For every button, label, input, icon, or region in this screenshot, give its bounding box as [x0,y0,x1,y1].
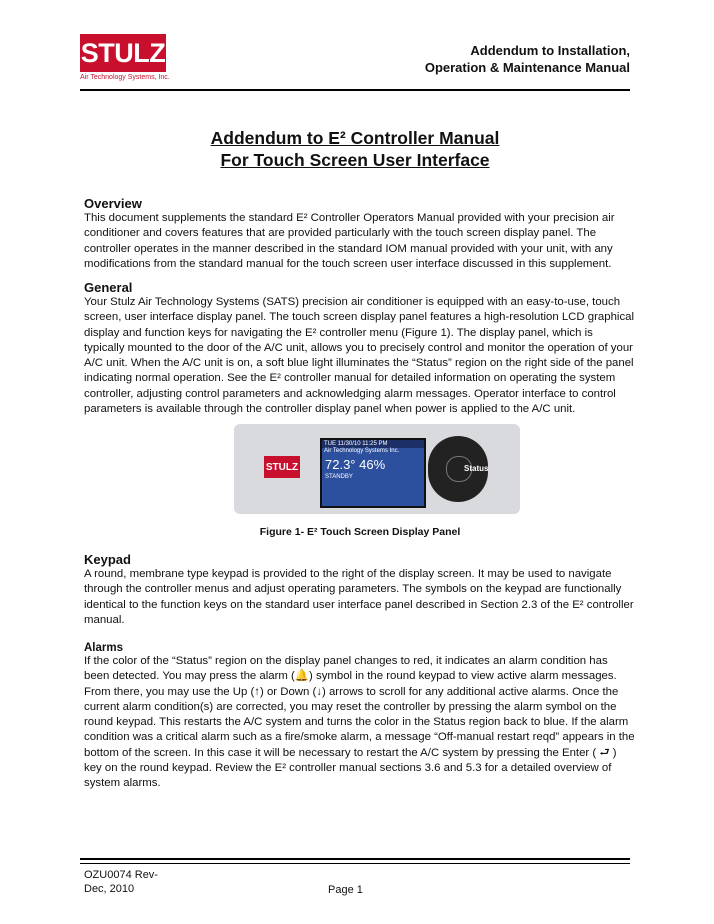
title-line-1: Addendum to E² Controller Manual [210,128,500,148]
humidity-readout: 46% [359,457,386,472]
temperature-readout: 72.3° [325,457,356,472]
overview-text: This document supplements the standard E² Controller Operators Manual provided with your precision air conditioner and covers features that are provided particularly with the touch screen display panel. The controller operates in the manner described in the standard IOM manual provided with your unit, with any modifications from the standard manual for the touch screen user interface discussed in this supplement. [84,212,615,270]
stulz-logo [80,34,170,84]
footer-divider [80,858,630,864]
figure-caption: Figure 1- E² Touch Screen Display Panel [259,526,461,538]
panel-brand: STULZ [264,456,300,478]
alarms-text: If the color of the “Status” region on the display panel changes to red, it indicates an alarm condition has been detected. You may press the alarm (🔔) symbol in the round keypad to view active alarm messages. From there, you may use the Up (↑) or Down (↓) arrows to scroll for any additional active alarms. Once the current alarm condition(s) are corrected, you may reset the controller by pressing the alarm symbol on the round keypad. This restarts the A/C system and turns the color in the Status region back to blue. If the alarm condition was a critical alarm such as a fire/smoke alarm, a message “Off-manual restart reqd” appears in the bottom of the screen. In this case it will be necessary to restart the A/C system by pressing the Enter ( ⮐ ) key on the round keypad. Review the E² controller manual sections 3.6 and 5.3 for a detailed overview of system alarms. [84,655,635,790]
screen-date: TUE 11/30/10 11:25 PM [322,440,424,448]
display-panel-photo [234,424,520,514]
logo-subtitle: Air Technology Systems, Inc. [80,74,170,81]
keypad-heading: Keypad [84,552,131,567]
doc-number-line-2: Dec, 2010 [84,883,135,895]
general-heading: General [84,280,133,295]
screen-header: Air Technology Systems Inc. [324,448,400,454]
header-divider [80,89,630,91]
document-header [425,42,630,76]
page-number: Page 1 [328,884,363,896]
logo-brand: STULZ [80,37,166,68]
mode-readout: STANDBY [325,474,353,480]
doc-number-line-1: OZU0074 Rev- [84,869,158,881]
status-label: Status [464,464,489,473]
overview-heading: Overview [84,196,142,211]
alarms-heading: Alarms [84,642,123,654]
keypad-text: A round, membrane type keypad is provided to the right of the display screen. It may be used to navigate through the controller menus and adjust operating parameters. The symbols on the keypad are functionally identical to the function keys on the standard user interface panel described in Section 2.3 of the E² controller manual. [84,568,634,626]
document-number [84,868,158,896]
header-line-2: Operation & Maintenance Manual [424,60,630,75]
header-line-1: Addendum to Installation, [470,43,630,58]
logo-box [80,34,166,72]
title-line-2: For Touch Screen User Interface [220,150,490,170]
general-text: Your Stulz Air Technology Systems (SATS) precision air conditioner is equipped with an easy-to-use, touch screen, user interface display panel. The touch screen display panel features a high-resolution LCD graphical display and function keys for navigating the E² controller menu (Figure 1). The display panel, which is typically mounted to the door of the A/C unit, allows you to precisely control and monitor the operation of your A/C unit. When the A/C unit is on, a soft blue light illuminates the “Status” region on the right side of the panel indicating normal operation. See the E² controller manual for detailed information on operating the system controller, adjusting control parameters and acknowledging alarm messages. Operator interface to control parameters is available through the controller display panel when power is applied to the A/C unit. [84,296,635,416]
touch-screen [320,438,426,508]
page-title [80,127,630,171]
